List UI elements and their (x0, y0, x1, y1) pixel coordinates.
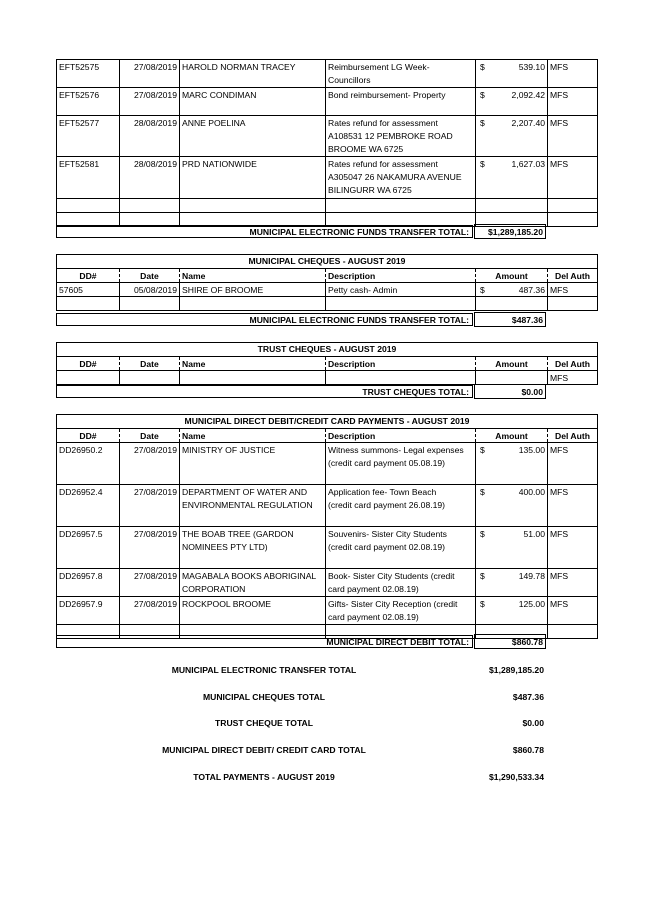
header-del-auth: Del Auth (547, 357, 597, 370)
description-cell: Souvenirs- Sister City Students (credit card payment 02.08.19) (325, 527, 475, 568)
table-row (57, 597, 597, 625)
table-row (57, 157, 597, 199)
date-cell: 27/08/2019 (119, 443, 179, 484)
date-cell: 27/08/2019 (119, 88, 179, 115)
description-cell: Book- Sister City Students (credit card payment 02.08.19) (325, 569, 475, 596)
description-cell: Rates refund for assessment A108531 12 PEMBROKE ROAD BROOME WA 6725 (325, 116, 475, 156)
eft-total-label: MUNICIPAL ELECTRONIC FUNDS TRANSFER TOTAL: (56, 225, 473, 238)
header-name: Name (179, 429, 325, 442)
auth-cell: MFS (547, 88, 597, 115)
date-cell: 27/08/2019 (119, 485, 179, 526)
table-row (57, 371, 597, 384)
table-row (57, 116, 597, 157)
date-cell: 28/08/2019 (119, 157, 179, 198)
name-cell: SHIRE OF BROOME (179, 283, 325, 296)
date-cell: 27/08/2019 (119, 527, 179, 568)
dollar-sign: $ (475, 88, 547, 115)
section-title: MUNICIPAL CHEQUES - AUGUST 2019 (57, 255, 597, 269)
direct-debit-table (56, 414, 598, 639)
auth-cell: MFS (547, 157, 597, 198)
summary-label: MUNICIPAL CHEQUES TOTAL (202, 692, 326, 702)
dd-cell: DD26950.2 (59, 445, 103, 455)
description-cell: Bond reimbursement- Property (325, 88, 475, 115)
header-date: Date (119, 429, 179, 442)
description-cell: Application fee- Town Beach (credit card payment 26.08.19) (325, 485, 475, 526)
dollar-sign: $ (475, 60, 547, 87)
description-cell: Gifts- Sister City Reception (credit card payment 02.08.19) (325, 597, 475, 624)
amount-cell: 51.00 (523, 529, 545, 539)
amount-cell: 400.00 (518, 487, 545, 497)
name-cell: HAROLD NORMAN TRACEY (179, 60, 325, 87)
header-del-auth: Del Auth (547, 269, 597, 282)
dollar-sign: $ (475, 157, 547, 198)
amount-cell: 149.78 (518, 571, 545, 581)
table-row (57, 60, 597, 88)
table-row (57, 485, 597, 527)
eft-total-value: $1,289,185.20 (474, 224, 546, 239)
dd-cell: EFT52575 (59, 62, 100, 72)
direct-total-value: $860.78 (474, 634, 546, 649)
header-name: Name (179, 357, 325, 370)
name-cell: ROCKPOOL BROOME (179, 597, 325, 624)
summary-label: TRUST CHEQUE TOTAL (214, 718, 314, 728)
name-cell: DEPARTMENT OF WATER AND ENVIRONMENTAL REGULATION (179, 485, 325, 526)
name-cell: MARC CONDIMAN (179, 88, 325, 115)
summary-label: TOTAL PAYMENTS - AUGUST 2019 (193, 772, 335, 782)
empty-row (57, 297, 597, 310)
dollar-sign: $ (475, 485, 547, 526)
header-amount: Amount (475, 357, 547, 370)
header-del-auth: Del Auth (547, 429, 597, 442)
dd-cell: EFT52581 (59, 159, 100, 169)
cheques-total-row (56, 313, 596, 328)
auth-cell: MFS (547, 116, 597, 156)
amount-cell: 539.10 (518, 62, 545, 72)
dd-cell: EFT52577 (59, 118, 100, 128)
direct-total-row (56, 635, 596, 650)
header-dd: DD# (79, 271, 97, 281)
auth-cell: MFS (547, 60, 597, 87)
description-cell: Reimbursement LG Week- Councillors (325, 60, 475, 87)
date-cell: 27/08/2019 (119, 569, 179, 596)
auth-cell: MFS (547, 569, 597, 596)
description-cell: Rates refund for assessment A305047 26 NAKAMURA AVENUE BILINGURR WA 6725 (325, 157, 475, 198)
dd-cell: DD26952.4 (59, 487, 103, 497)
dd-cell: EFT52576 (59, 90, 100, 100)
header-date: Date (119, 357, 179, 370)
table-row (57, 88, 597, 116)
amount-cell: 2,092.42 (511, 90, 545, 100)
cheques-table (56, 254, 598, 311)
amount-cell: 1,627.03 (511, 159, 545, 169)
table-row (57, 283, 597, 297)
trust-total-row (56, 385, 596, 400)
header-row (57, 269, 597, 283)
auth-cell: MFS (547, 371, 597, 384)
cheques-total-value: $487.36 (474, 312, 546, 327)
auth-cell: MFS (547, 527, 597, 568)
name-cell: MINISTRY OF JUSTICE (179, 443, 325, 484)
table-row (57, 527, 597, 569)
name-cell: MAGABALA BOOKS ABORIGINAL CORPORATION (179, 569, 325, 596)
auth-cell: MFS (547, 485, 597, 526)
auth-cell: MFS (547, 597, 597, 624)
cheques-total-label: MUNICIPAL ELECTRONIC FUNDS TRANSFER TOTAL: (56, 313, 473, 326)
dd-cell: 57605 (59, 285, 83, 295)
header-row (57, 429, 597, 443)
header-description: Description (325, 269, 475, 282)
dollar-sign: $ (475, 527, 547, 568)
section-title: TRUST CHEQUES - AUGUST 2019 (57, 343, 597, 357)
dollar-sign: $ (475, 597, 547, 624)
date-cell: 27/08/2019 (119, 60, 179, 87)
dd-cell: DD26957.9 (59, 599, 103, 609)
dollar-sign: $ (475, 283, 547, 296)
summary-value: $487.36 (512, 692, 544, 702)
auth-cell: MFS (547, 283, 597, 296)
amount-cell: 125.00 (518, 599, 545, 609)
name-cell: THE BOAB TREE (GARDON NOMINEES PTY LTD) (179, 527, 325, 568)
header-dd: DD# (79, 431, 97, 441)
header-date: Date (119, 269, 179, 282)
summary-value: $0.00 (522, 718, 544, 728)
eft-table (56, 59, 598, 227)
description-cell: Witness summons- Legal expenses (credit card payment 05.08.19) (325, 443, 475, 484)
header-dd: DD# (79, 359, 97, 369)
trust-total-value: $0.00 (474, 384, 546, 399)
table-row (57, 443, 597, 485)
dd-cell: DD26957.8 (59, 571, 103, 581)
header-name: Name (179, 269, 325, 282)
dd-cell: DD26957.5 (59, 529, 103, 539)
amount-cell: 2,207.40 (511, 118, 545, 128)
date-cell: 05/08/2019 (119, 283, 179, 296)
summary-value: $1,289,185.20 (489, 665, 544, 675)
header-description: Description (325, 357, 475, 370)
header-row (57, 357, 597, 371)
trust-total-label: TRUST CHEQUES TOTAL: (56, 385, 473, 398)
summary-value: $860.78 (512, 745, 544, 755)
dollar-sign: $ (475, 443, 547, 484)
amount-cell: 487.36 (518, 285, 545, 295)
empty-row (57, 199, 597, 213)
name-cell: ANNE POELINA (179, 116, 325, 156)
table-row (57, 569, 597, 597)
dollar-sign: $ (475, 116, 547, 156)
description-cell: Petty cash- Admin (325, 283, 475, 296)
amount-cell: 135.00 (518, 445, 545, 455)
summary-value: $1,290,533.34 (489, 772, 544, 782)
trust-table (56, 342, 598, 385)
summary-label: MUNICIPAL ELECTRONIC TRANSFER TOTAL (171, 665, 357, 675)
header-description: Description (325, 429, 475, 442)
auth-cell: MFS (547, 443, 597, 484)
section-title: MUNICIPAL DIRECT DEBIT/CREDIT CARD PAYMENTS - AUGUST 2019 (57, 415, 597, 429)
summary-label: MUNICIPAL DIRECT DEBIT/ CREDIT CARD TOTAL (162, 745, 366, 755)
header-amount: Amount (475, 269, 547, 282)
date-cell: 27/08/2019 (119, 597, 179, 624)
name-cell: PRD NATIONWIDE (179, 157, 325, 198)
dollar-sign: $ (475, 569, 547, 596)
date-cell: 28/08/2019 (119, 116, 179, 156)
direct-total-label: MUNICIPAL DIRECT DEBIT TOTAL: (56, 635, 473, 648)
eft-total-row (56, 225, 596, 240)
header-amount: Amount (475, 429, 547, 442)
